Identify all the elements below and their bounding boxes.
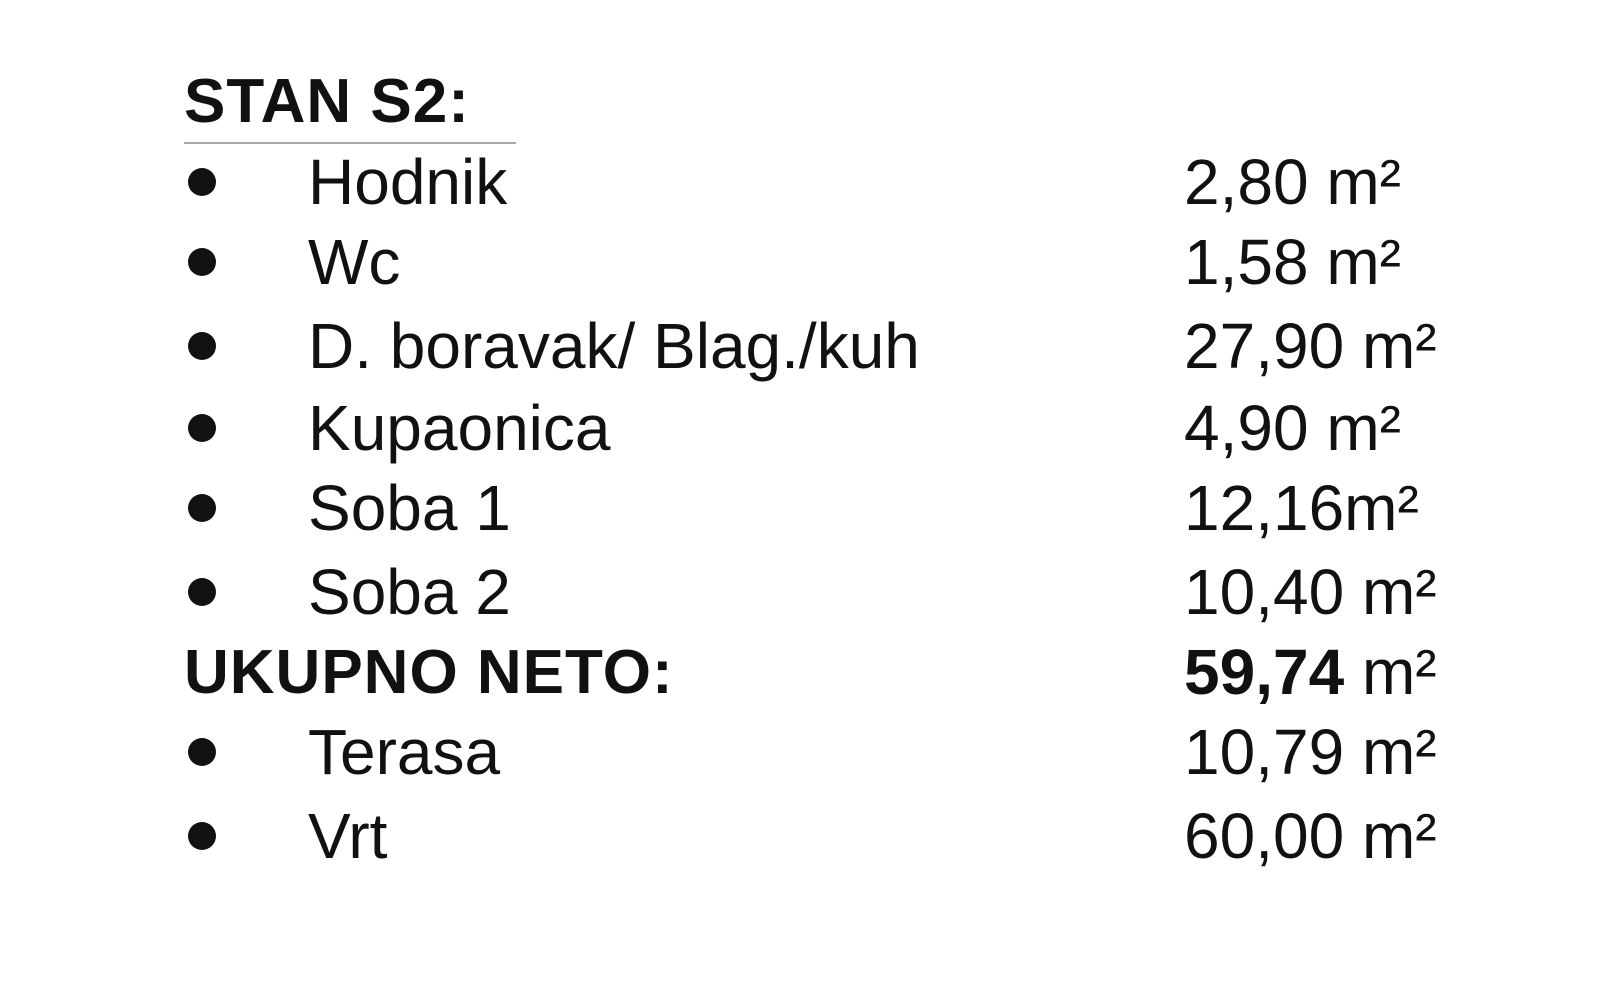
room-area: 27,90 m² bbox=[1184, 310, 1437, 382]
extra-area: 10,79 m² bbox=[1184, 716, 1437, 788]
total-net-number: 59,74 bbox=[1184, 636, 1345, 708]
extra-row-terrace bbox=[0, 712, 1600, 796]
room-name: D. boravak/ Blag./kuh bbox=[308, 310, 920, 382]
bullet-icon bbox=[188, 248, 216, 276]
total-net-row bbox=[0, 632, 1600, 716]
total-net-label: UKUPNO NETO: bbox=[184, 638, 674, 707]
room-name: Kupaonica bbox=[308, 392, 611, 464]
bullet-icon bbox=[188, 738, 216, 766]
room-area: 12,16m² bbox=[1184, 472, 1419, 544]
room-name: Soba 2 bbox=[308, 556, 511, 628]
bullet-icon bbox=[188, 414, 216, 442]
room-row-room-2 bbox=[0, 552, 1600, 636]
room-area: 2,80 m² bbox=[1184, 146, 1401, 218]
total-net-value bbox=[1184, 632, 1437, 712]
room-area: 10,40 m² bbox=[1184, 556, 1437, 628]
bullet-icon bbox=[188, 494, 216, 522]
room-area: 1,58 m² bbox=[1184, 226, 1401, 298]
bullet-icon bbox=[188, 822, 216, 850]
extra-name: Terasa bbox=[308, 716, 501, 788]
extra-name: Vrt bbox=[308, 800, 388, 872]
room-row-hodnik bbox=[0, 142, 1600, 226]
room-area: 4,90 m² bbox=[1184, 392, 1401, 464]
apartment-heading: STAN S2: bbox=[184, 67, 470, 136]
bullet-icon bbox=[188, 168, 216, 196]
room-row-room-1 bbox=[0, 468, 1600, 552]
room-row-bathroom bbox=[0, 388, 1600, 472]
room-name: Soba 1 bbox=[308, 472, 511, 544]
total-net-unit: m² bbox=[1344, 636, 1437, 708]
room-name: Hodnik bbox=[308, 146, 508, 218]
room-row-wc bbox=[0, 222, 1600, 306]
extra-area: 60,00 m² bbox=[1184, 800, 1437, 872]
bullet-icon bbox=[188, 578, 216, 606]
bullet-icon bbox=[188, 332, 216, 360]
room-name: Wc bbox=[308, 226, 401, 298]
extra-row-garden bbox=[0, 796, 1600, 880]
room-row-living-room bbox=[0, 306, 1600, 390]
